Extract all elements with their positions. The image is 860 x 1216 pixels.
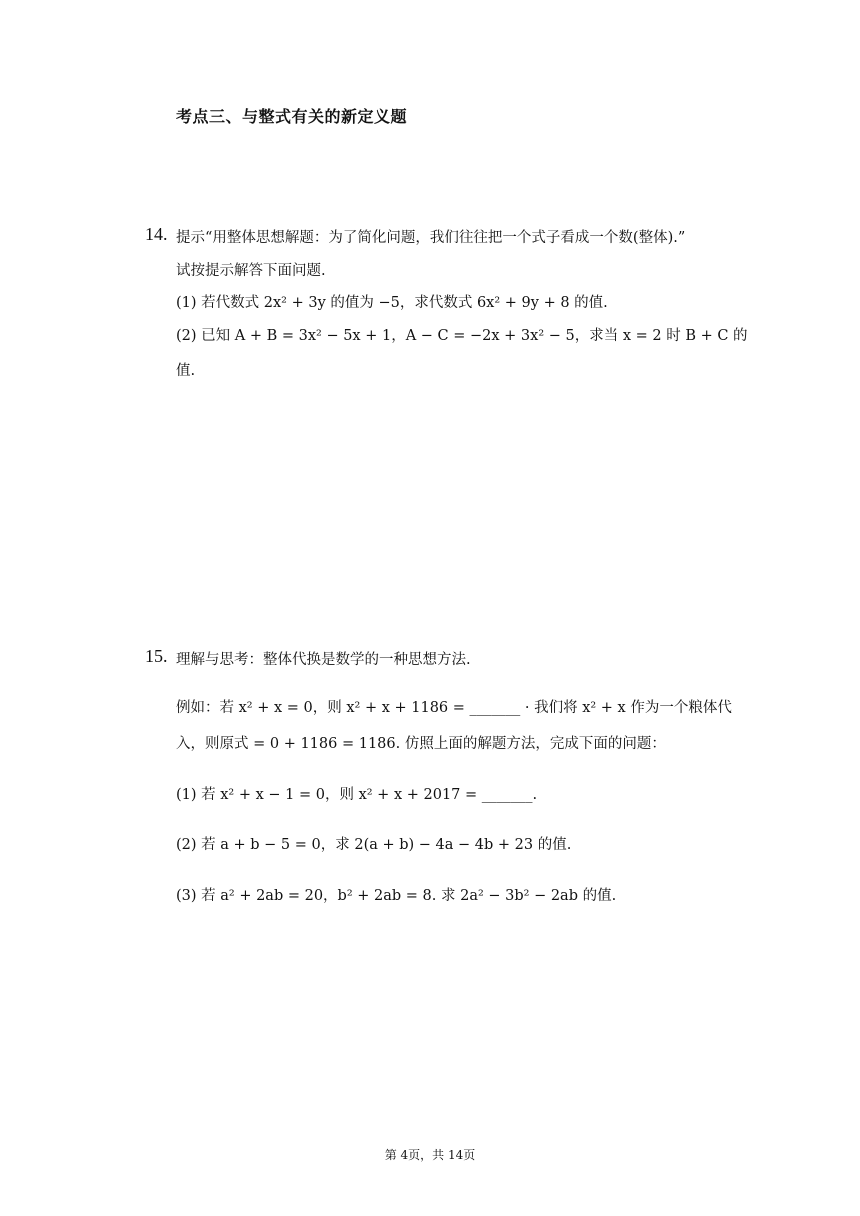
question-15-example: 例如：若 x² + x = 0，则 x² + x + 1186 = _______ · 我们将 x² + x 作为一个粮体代 xyxy=(176,700,732,716)
question-15-line: 入，则原式 = 0 + 1186 = 1186. 仿照上面的解题方法，完成下面的问题： xyxy=(176,736,666,752)
question-15-line: 理解与思考：整体代换是数学的一种思想方法. xyxy=(176,652,471,668)
question-15-number: 15. xyxy=(145,646,168,666)
question-14-line: 值. xyxy=(176,363,196,379)
question-14-line: 提示“用整体思想解题：为了简化问题，我们往往把一个式子看成一个数(整体).” xyxy=(176,230,686,246)
section-title: 考点三、与整式有关的新定义题 xyxy=(176,107,408,126)
page-footer: 第 4页，共 14页 xyxy=(384,1148,476,1162)
question-15-part-3: (3) 若 a² + 2ab = 20，b² + 2ab = 8. 求 2a² − 3b² − 2ab 的值. xyxy=(176,888,617,904)
question-14-part-1: (1) 若代数式 2x² + 3y 的值为 −5，求代数式 6x² + 9y + 8 的值. xyxy=(176,295,608,311)
question-15-part-1: (1) 若 x² + x − 1 = 0，则 x² + x + 2017 = _______. xyxy=(176,787,538,803)
question-14-number: 14. xyxy=(145,224,168,244)
question-15-part-2: (2) 若 a + b − 5 = 0，求 2(a + b) − 4a − 4b + 23 的值. xyxy=(176,837,572,853)
question-14-part-2: (2) 已知 A + B = 3x² − 5x + 1，A − C = −2x + 3x² − 5，求当 x = 2 时 B + C 的 xyxy=(176,328,748,344)
question-14-line: 试按提示解答下面问题. xyxy=(176,263,326,279)
